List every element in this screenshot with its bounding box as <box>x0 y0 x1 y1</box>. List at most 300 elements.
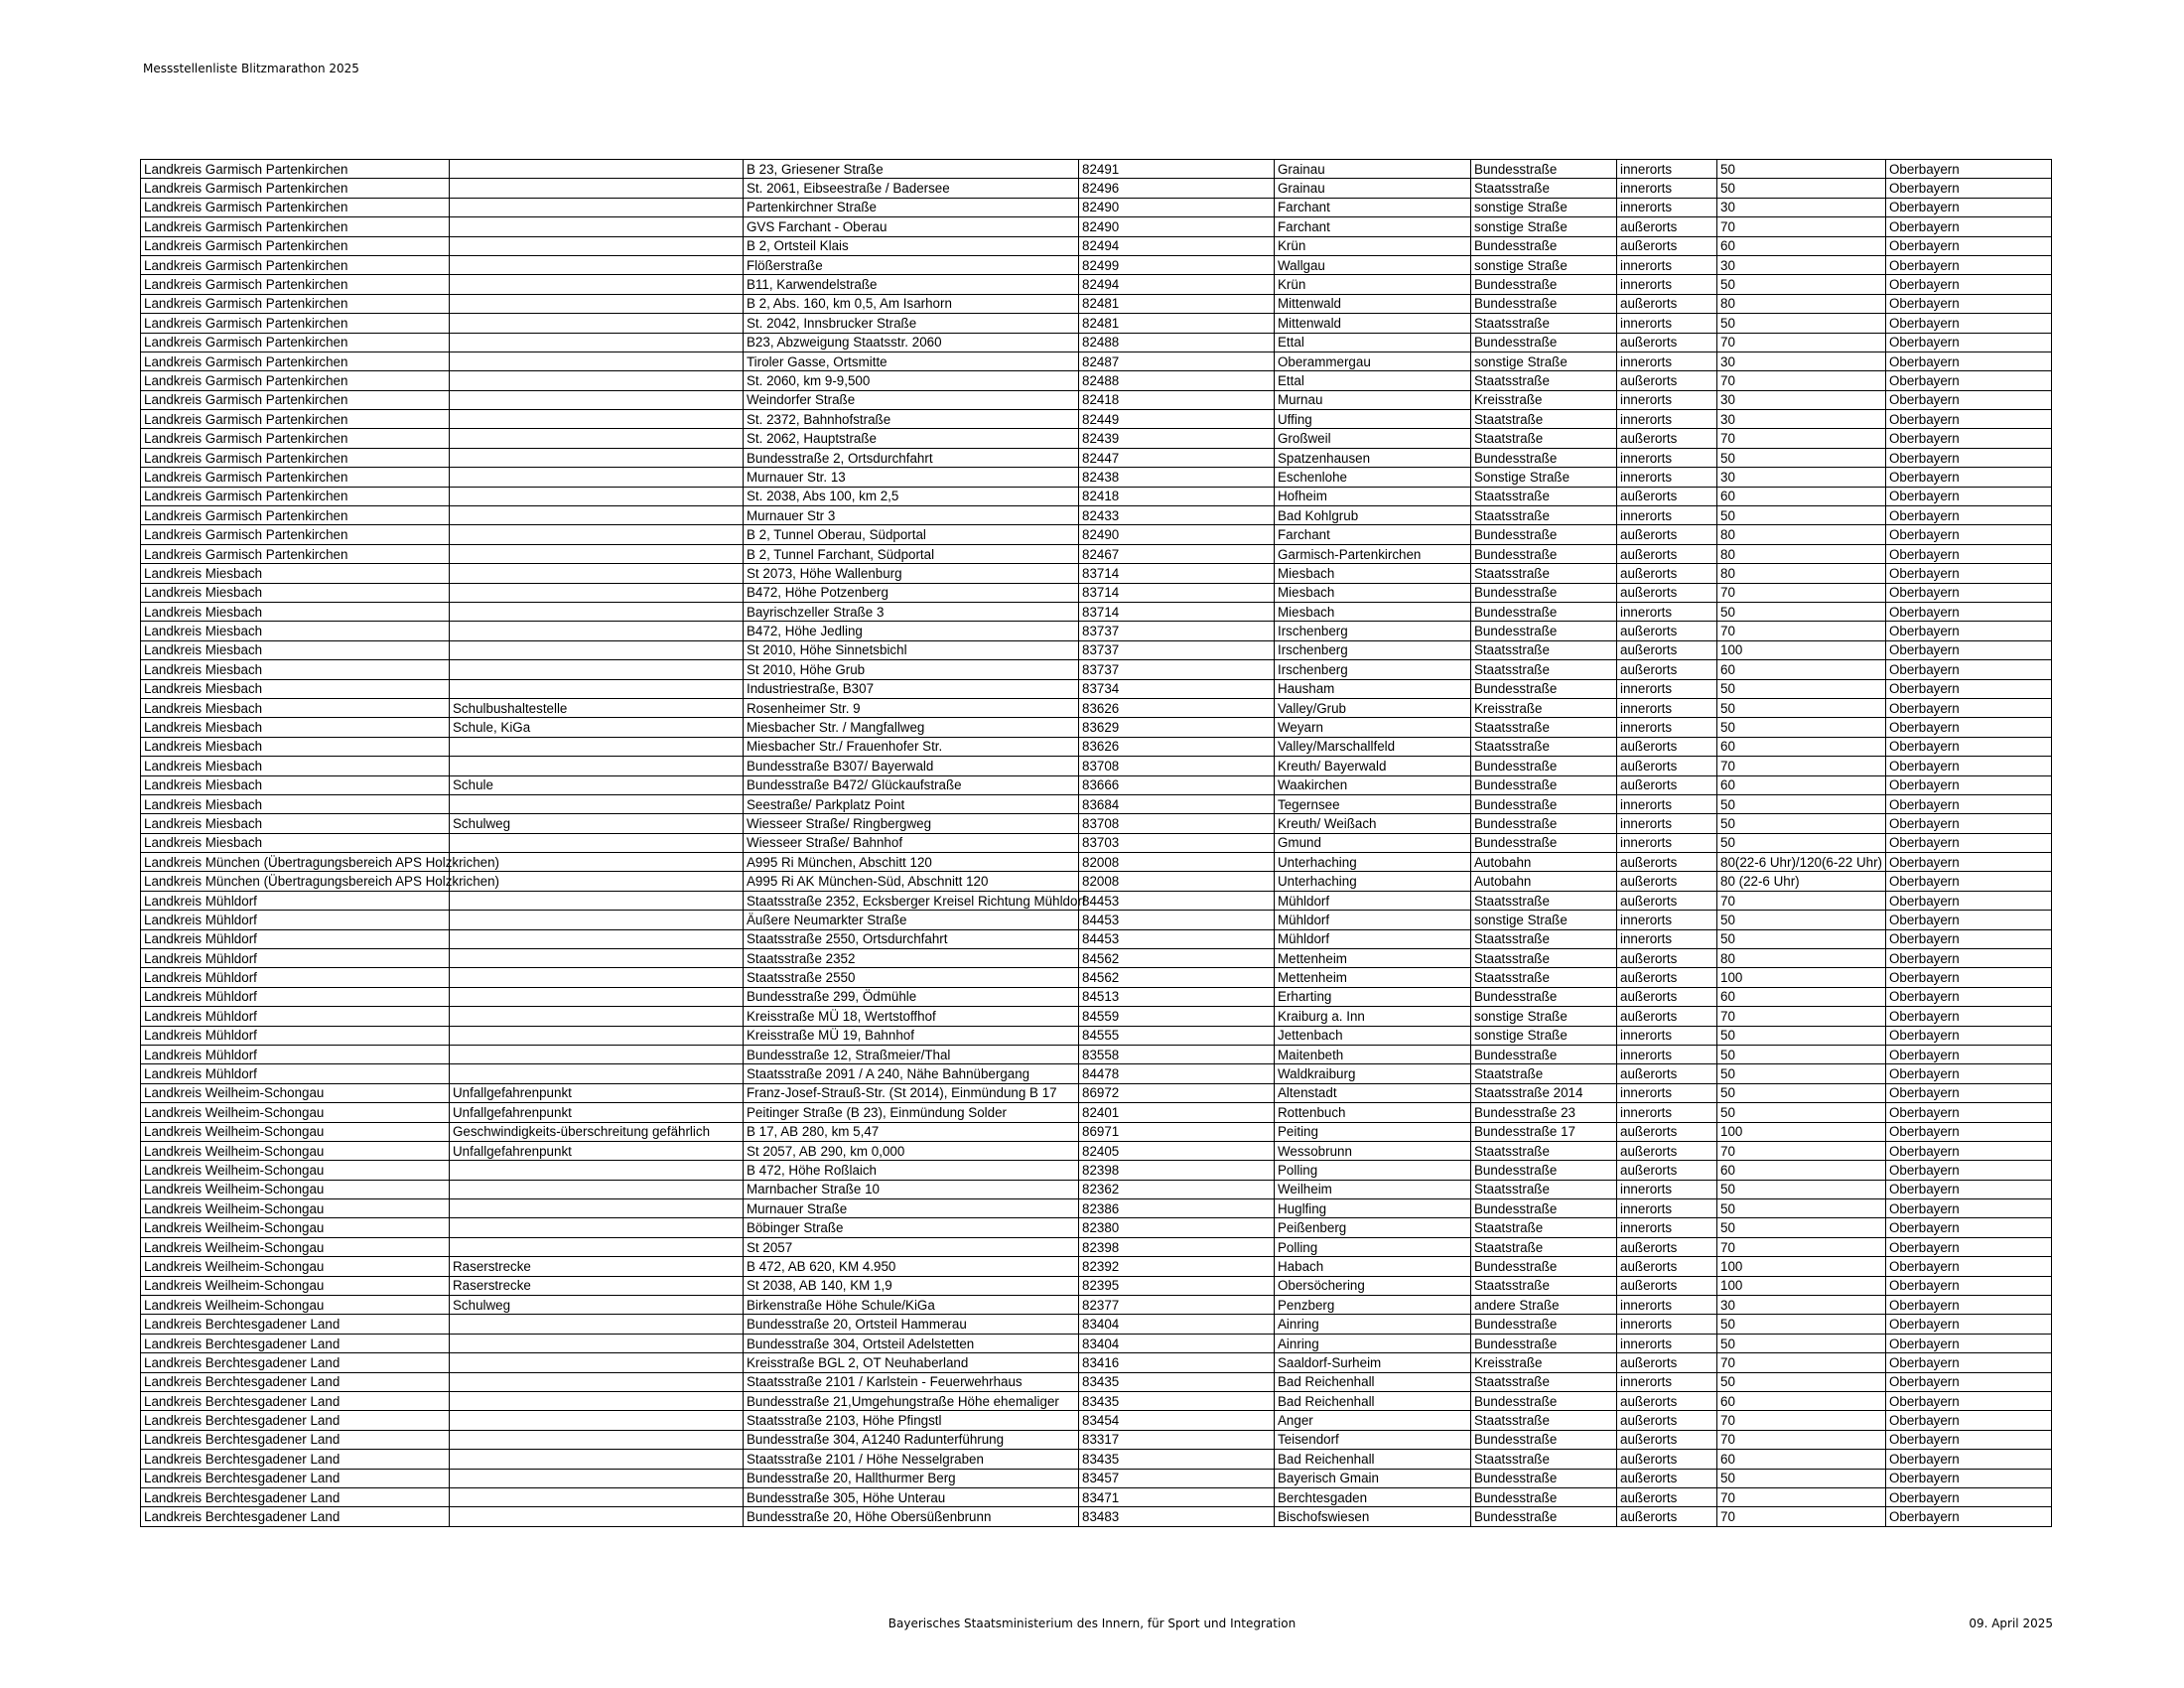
location-cell: St 2057 <box>744 1237 1079 1256</box>
table-row <box>141 1237 2052 1256</box>
note-cell: Unfallgefahrenpunkt <box>450 1103 744 1122</box>
note-cell <box>450 468 744 487</box>
road-type-cell: Staatsstraße 2014 <box>1471 1083 1617 1102</box>
note-cell <box>450 1507 744 1526</box>
region-cell: Oberbayern <box>1886 1257 2052 1276</box>
road-type-cell: sonstige Straße <box>1471 217 1617 236</box>
location-cell: Weindorfer Straße <box>744 390 1079 409</box>
speed-limit-cell: 50 <box>1717 1180 1886 1198</box>
district-cell: Landkreis Garmisch Partenkirchen <box>141 544 450 563</box>
region-cell: Oberbayern <box>1886 794 2052 813</box>
road-type-cell: Staatsstraße <box>1471 737 1617 756</box>
region-cell: Oberbayern <box>1886 468 2052 487</box>
town-cell: Uffing <box>1275 410 1471 429</box>
road-type-cell: Staatstraße <box>1471 410 1617 429</box>
speed-limit-cell: 50 <box>1717 506 1886 525</box>
postcode-cell: 82488 <box>1079 333 1275 352</box>
road-type-cell: Bundesstraße <box>1471 775 1617 794</box>
road-type-cell: Staatsstraße <box>1471 1411 1617 1430</box>
postcode-cell: 83708 <box>1079 757 1275 775</box>
note-cell <box>450 911 744 929</box>
location-cell: Seestraße/ Parkplatz Point <box>744 794 1079 813</box>
town-cell: Mühldorf <box>1275 911 1471 929</box>
district-cell: Landkreis Garmisch Partenkirchen <box>141 468 450 487</box>
town-cell: Farchant <box>1275 198 1471 216</box>
postcode-cell: 82496 <box>1079 179 1275 198</box>
district-cell: Landkreis Mühldorf <box>141 891 450 910</box>
speed-limit-cell: 50 <box>1717 275 1886 294</box>
town-cell: Murnau <box>1275 390 1471 409</box>
region-cell: Oberbayern <box>1886 564 2052 583</box>
area-cell: außerorts <box>1617 1161 1717 1180</box>
speed-limit-cell: 50 <box>1717 602 1886 621</box>
town-cell: Weilheim <box>1275 1180 1471 1198</box>
location-cell: Bundesstraße 21,Umgehungstraße Höhe ehemaliger <box>744 1392 1079 1411</box>
speed-limit-cell: 50 <box>1717 1199 1886 1218</box>
area-cell: innerorts <box>1617 352 1717 370</box>
district-cell: Landkreis Berchtesgadener Land <box>141 1372 450 1391</box>
area-cell: innerorts <box>1617 602 1717 621</box>
district-cell: Landkreis Miesbach <box>141 583 450 602</box>
district-cell: Landkreis Mühldorf <box>141 949 450 968</box>
district-cell: Landkreis Miesbach <box>141 833 450 852</box>
district-cell: Landkreis Garmisch Partenkirchen <box>141 333 450 352</box>
road-type-cell: Bundesstraße <box>1471 833 1617 852</box>
postcode-cell: 82418 <box>1079 487 1275 505</box>
road-type-cell: Staatsstraße <box>1471 1450 1617 1469</box>
region-cell: Oberbayern <box>1886 660 2052 679</box>
location-cell: Bundesstraße 12, Straßmeier/Thal <box>744 1045 1079 1063</box>
note-cell <box>450 352 744 370</box>
area-cell: innerorts <box>1617 1083 1717 1102</box>
road-type-cell: Staatsstraße <box>1471 968 1617 987</box>
note-cell <box>450 1450 744 1469</box>
speed-limit-cell: 60 <box>1717 660 1886 679</box>
area-cell: innerorts <box>1617 814 1717 833</box>
area-cell: innerorts <box>1617 410 1717 429</box>
region-cell: Oberbayern <box>1886 448 2052 467</box>
town-cell: Mittenwald <box>1275 294 1471 313</box>
district-cell: Landkreis Weilheim-Schongau <box>141 1103 450 1122</box>
note-cell: Geschwindigkeits-überschreitung gefährlich <box>450 1122 744 1141</box>
district-cell: Landkreis Weilheim-Schongau <box>141 1296 450 1315</box>
location-cell: St 2038, AB 140, KM 1,9 <box>744 1276 1079 1295</box>
table-row <box>141 1141 2052 1160</box>
region-cell: Oberbayern <box>1886 1296 2052 1315</box>
area-cell: außerorts <box>1617 1507 1717 1526</box>
speed-limit-cell: 70 <box>1717 1411 1886 1430</box>
region-cell: Oberbayern <box>1886 1372 2052 1391</box>
speed-limit-cell: 60 <box>1717 1392 1886 1411</box>
postcode-cell: 83684 <box>1079 794 1275 813</box>
area-cell: außerorts <box>1617 1257 1717 1276</box>
district-cell: Landkreis Berchtesgadener Land <box>141 1411 450 1430</box>
postcode-cell: 82487 <box>1079 352 1275 370</box>
speed-limit-cell: 30 <box>1717 352 1886 370</box>
road-type-cell: Bundesstraße <box>1471 525 1617 544</box>
speed-limit-cell: 80(22-6 Uhr)/120(6-22 Uhr) <box>1717 853 1886 872</box>
note-cell <box>450 1237 744 1256</box>
town-cell: Polling <box>1275 1161 1471 1180</box>
town-cell: Ettal <box>1275 371 1471 390</box>
road-type-cell: Autobahn <box>1471 853 1617 872</box>
location-cell: Miesbacher Str. / Mangfallweg <box>744 718 1079 737</box>
table-row <box>141 1487 2052 1506</box>
note-cell <box>450 1392 744 1411</box>
note-cell <box>450 1026 744 1045</box>
road-type-cell: Bundesstraße 23 <box>1471 1103 1617 1122</box>
district-cell: Landkreis Berchtesgadener Land <box>141 1487 450 1506</box>
town-cell: Spatzenhausen <box>1275 448 1471 467</box>
town-cell: Berchtesgaden <box>1275 1487 1471 1506</box>
town-cell: Farchant <box>1275 217 1471 236</box>
town-cell: Habach <box>1275 1257 1471 1276</box>
speed-limit-cell: 60 <box>1717 987 1886 1006</box>
location-cell: Bundesstraße B307/ Bayerwald <box>744 757 1079 775</box>
area-cell: innerorts <box>1617 390 1717 409</box>
town-cell: Miesbach <box>1275 583 1471 602</box>
table-body <box>141 160 2052 1527</box>
region-cell: Oberbayern <box>1886 1315 2052 1334</box>
town-cell: Anger <box>1275 1411 1471 1430</box>
note-cell <box>450 1469 744 1487</box>
road-type-cell: Kreisstraße <box>1471 1353 1617 1372</box>
road-type-cell: Bundesstraße <box>1471 1334 1617 1352</box>
region-cell: Oberbayern <box>1886 622 2052 640</box>
postcode-cell: 84513 <box>1079 987 1275 1006</box>
district-cell: Landkreis Garmisch Partenkirchen <box>141 525 450 544</box>
note-cell <box>450 255 744 274</box>
town-cell: Jettenbach <box>1275 1026 1471 1045</box>
note-cell <box>450 410 744 429</box>
town-cell: Garmisch-Partenkirchen <box>1275 544 1471 563</box>
area-cell: innerorts <box>1617 275 1717 294</box>
road-type-cell: Staatsstraße <box>1471 487 1617 505</box>
speed-limit-cell: 100 <box>1717 1257 1886 1276</box>
table-row <box>141 1450 2052 1469</box>
road-type-cell: Bundesstraße <box>1471 160 1617 179</box>
region-cell: Oberbayern <box>1886 1353 2052 1372</box>
town-cell: Teisendorf <box>1275 1430 1471 1449</box>
table-row <box>141 1199 2052 1218</box>
road-type-cell: Bundesstraße <box>1471 544 1617 563</box>
location-cell: Murnauer Straße <box>744 1199 1079 1218</box>
speed-limit-cell: 70 <box>1717 583 1886 602</box>
area-cell: außerorts <box>1617 1007 1717 1026</box>
town-cell: Polling <box>1275 1237 1471 1256</box>
table-row <box>141 1353 2052 1372</box>
district-cell: Landkreis Miesbach <box>141 737 450 756</box>
postcode-cell: 82494 <box>1079 275 1275 294</box>
postcode-cell: 82392 <box>1079 1257 1275 1276</box>
postcode-cell: 83416 <box>1079 1353 1275 1372</box>
district-cell: Landkreis Garmisch Partenkirchen <box>141 371 450 390</box>
measurement-table <box>140 159 2052 1527</box>
area-cell: innerorts <box>1617 1026 1717 1045</box>
area-cell: außerorts <box>1617 949 1717 968</box>
postcode-cell: 84555 <box>1079 1026 1275 1045</box>
postcode-cell: 82449 <box>1079 410 1275 429</box>
region-cell: Oberbayern <box>1886 1045 2052 1063</box>
area-cell: innerorts <box>1617 448 1717 467</box>
table-row <box>141 737 2052 756</box>
location-cell: Staatsstraße 2352, Ecksberger Kreisel Richtung Mühldorf <box>744 891 1079 910</box>
area-cell: außerorts <box>1617 1411 1717 1430</box>
district-cell: Landkreis Garmisch Partenkirchen <box>141 160 450 179</box>
table-row <box>141 622 2052 640</box>
road-type-cell: Bundesstraße <box>1471 1469 1617 1487</box>
district-cell: Landkreis Garmisch Partenkirchen <box>141 236 450 255</box>
note-cell <box>450 679 744 698</box>
road-type-cell: Staatsstraße <box>1471 949 1617 968</box>
road-type-cell: Staatsstraße <box>1471 179 1617 198</box>
location-cell: Staatsstraße 2550, Ortsdurchfahrt <box>744 929 1079 948</box>
table-row <box>141 390 2052 409</box>
note-cell: Schule, KiGa <box>450 718 744 737</box>
area-cell: innerorts <box>1617 1103 1717 1122</box>
location-cell: Bundesstraße 304, A1240 Radunterführung <box>744 1430 1079 1449</box>
district-cell: Landkreis Berchtesgadener Land <box>141 1334 450 1352</box>
speed-limit-cell: 70 <box>1717 1487 1886 1506</box>
table-row <box>141 1083 2052 1102</box>
speed-limit-cell: 60 <box>1717 775 1886 794</box>
speed-limit-cell: 80 <box>1717 525 1886 544</box>
postcode-cell: 83404 <box>1079 1315 1275 1334</box>
postcode-cell: 82439 <box>1079 429 1275 448</box>
town-cell: Wessobrunn <box>1275 1141 1471 1160</box>
area-cell: außerorts <box>1617 853 1717 872</box>
location-cell: B472, Höhe Jedling <box>744 622 1079 640</box>
road-type-cell: Bundesstraße <box>1471 448 1617 467</box>
district-cell: Landkreis Berchtesgadener Land <box>141 1450 450 1469</box>
region-cell: Oberbayern <box>1886 333 2052 352</box>
district-cell: Landkreis Garmisch Partenkirchen <box>141 314 450 333</box>
postcode-cell: 83483 <box>1079 1507 1275 1526</box>
region-cell: Oberbayern <box>1886 833 2052 852</box>
road-type-cell: Bundesstraße <box>1471 1487 1617 1506</box>
town-cell: Hausham <box>1275 679 1471 698</box>
note-cell <box>450 1180 744 1198</box>
area-cell: außerorts <box>1617 1392 1717 1411</box>
note-cell <box>450 487 744 505</box>
region-cell: Oberbayern <box>1886 352 2052 370</box>
footer-date: 09. April 2025 <box>1969 1617 2053 1630</box>
road-type-cell: Bundesstraße <box>1471 1045 1617 1063</box>
area-cell: innerorts <box>1617 679 1717 698</box>
table-row <box>141 1507 2052 1526</box>
postcode-cell: 82398 <box>1079 1237 1275 1256</box>
district-cell: Landkreis Berchtesgadener Land <box>141 1507 450 1526</box>
table-row <box>141 949 2052 968</box>
town-cell: Waldkraiburg <box>1275 1064 1471 1083</box>
note-cell <box>450 160 744 179</box>
road-type-cell: Staatsstraße <box>1471 314 1617 333</box>
region-cell: Oberbayern <box>1886 1026 2052 1045</box>
table-row <box>141 1257 2052 1276</box>
district-cell: Landkreis Weilheim-Schongau <box>141 1237 450 1256</box>
district-cell: Landkreis Weilheim-Schongau <box>141 1218 450 1237</box>
speed-limit-cell: 50 <box>1717 1103 1886 1122</box>
note-cell <box>450 1372 744 1391</box>
area-cell: innerorts <box>1617 1199 1717 1218</box>
location-cell: Staatsstraße 2550 <box>744 968 1079 987</box>
area-cell: außerorts <box>1617 544 1717 563</box>
area-cell: innerorts <box>1617 718 1717 737</box>
area-cell: außerorts <box>1617 583 1717 602</box>
area-cell: außerorts <box>1617 891 1717 910</box>
region-cell: Oberbayern <box>1886 949 2052 968</box>
location-cell: B 23, Griesener Straße <box>744 160 1079 179</box>
town-cell: Mittenwald <box>1275 314 1471 333</box>
region-cell: Oberbayern <box>1886 1007 2052 1026</box>
region-cell: Oberbayern <box>1886 1141 2052 1160</box>
road-type-cell: Staatsstraße <box>1471 371 1617 390</box>
district-cell: Landkreis Miesbach <box>141 622 450 640</box>
postcode-cell: 82418 <box>1079 390 1275 409</box>
speed-limit-cell: 50 <box>1717 911 1886 929</box>
area-cell: innerorts <box>1617 468 1717 487</box>
region-cell: Oberbayern <box>1886 718 2052 737</box>
postcode-cell: 82405 <box>1079 1141 1275 1160</box>
speed-limit-cell: 30 <box>1717 390 1886 409</box>
region-cell: Oberbayern <box>1886 236 2052 255</box>
road-type-cell: Staatstraße <box>1471 429 1617 448</box>
road-type-cell: Staatsstraße <box>1471 506 1617 525</box>
postcode-cell: 82380 <box>1079 1218 1275 1237</box>
region-cell: Oberbayern <box>1886 525 2052 544</box>
town-cell: Altenstadt <box>1275 1083 1471 1102</box>
road-type-cell: Kreisstraße <box>1471 390 1617 409</box>
speed-limit-cell: 50 <box>1717 929 1886 948</box>
table-row <box>141 236 2052 255</box>
region-cell: Oberbayern <box>1886 1237 2052 1256</box>
region-cell: Oberbayern <box>1886 602 2052 621</box>
region-cell: Oberbayern <box>1886 968 2052 987</box>
road-type-cell: Bundesstraße <box>1471 1161 1617 1180</box>
town-cell: Wallgau <box>1275 255 1471 274</box>
note-cell <box>450 640 744 659</box>
district-cell: Landkreis Mühldorf <box>141 968 450 987</box>
speed-limit-cell: 50 <box>1717 718 1886 737</box>
table-row <box>141 640 2052 659</box>
postcode-cell: 83737 <box>1079 640 1275 659</box>
table-row <box>141 1469 2052 1487</box>
town-cell: Großweil <box>1275 429 1471 448</box>
district-cell: Landkreis Mühldorf <box>141 1045 450 1063</box>
region-cell: Oberbayern <box>1886 1218 2052 1237</box>
speed-limit-cell: 70 <box>1717 1507 1886 1526</box>
region-cell: Oberbayern <box>1886 390 2052 409</box>
location-cell: Staatsstraße 2101 / Höhe Nesselgraben <box>744 1450 1079 1469</box>
district-cell: Landkreis Mühldorf <box>141 1026 450 1045</box>
note-cell <box>450 506 744 525</box>
location-cell: B 2, Abs. 160, km 0,5, Am Isarhorn <box>744 294 1079 313</box>
town-cell: Bad Reichenhall <box>1275 1372 1471 1391</box>
speed-limit-cell: 60 <box>1717 487 1886 505</box>
area-cell: außerorts <box>1617 872 1717 891</box>
postcode-cell: 82447 <box>1079 448 1275 467</box>
district-cell: Landkreis Garmisch Partenkirchen <box>141 198 450 216</box>
location-cell: Bundesstraße B472/ Glückaufstraße <box>744 775 1079 794</box>
town-cell: Krün <box>1275 275 1471 294</box>
road-type-cell: Staatstraße <box>1471 1064 1617 1083</box>
town-cell: Mühldorf <box>1275 891 1471 910</box>
area-cell: außerorts <box>1617 294 1717 313</box>
town-cell: Farchant <box>1275 525 1471 544</box>
note-cell <box>450 737 744 756</box>
location-cell: Bundesstraße 20, Hallthurmer Berg <box>744 1469 1079 1487</box>
location-cell: Kreisstraße MÜ 18, Wertstoffhof <box>744 1007 1079 1026</box>
town-cell: Bayerisch Gmain <box>1275 1469 1471 1487</box>
area-cell: innerorts <box>1617 929 1717 948</box>
location-cell: B 2, Tunnel Oberau, Südportal <box>744 525 1079 544</box>
location-cell: St. 2042, Innsbrucker Straße <box>744 314 1079 333</box>
note-cell <box>450 564 744 583</box>
speed-limit-cell: 60 <box>1717 1450 1886 1469</box>
town-cell: Ainring <box>1275 1334 1471 1352</box>
district-cell: Landkreis Miesbach <box>141 698 450 717</box>
postcode-cell: 82438 <box>1079 468 1275 487</box>
location-cell: Flößerstraße <box>744 255 1079 274</box>
location-cell: A995 Ri München, Abschitt 120 <box>744 853 1079 872</box>
district-cell: Landkreis Mühldorf <box>141 929 450 948</box>
district-cell: Landkreis Berchtesgadener Land <box>141 1430 450 1449</box>
region-cell: Oberbayern <box>1886 891 2052 910</box>
speed-limit-cell: 50 <box>1717 1045 1886 1063</box>
road-type-cell: sonstige Straße <box>1471 1007 1617 1026</box>
region-cell: Oberbayern <box>1886 294 2052 313</box>
area-cell: außerorts <box>1617 622 1717 640</box>
road-type-cell: Bundesstraße <box>1471 602 1617 621</box>
postcode-cell: 82490 <box>1079 198 1275 216</box>
table-row <box>141 448 2052 467</box>
area-cell: innerorts <box>1617 698 1717 717</box>
speed-limit-cell: 50 <box>1717 1334 1886 1352</box>
table-row <box>141 198 2052 216</box>
road-type-cell: Bundesstraße <box>1471 987 1617 1006</box>
district-cell: Landkreis München (Übertragungsbereich APS Holzkrichen) <box>141 872 450 891</box>
road-type-cell: Bundesstraße 17 <box>1471 1122 1617 1141</box>
town-cell: Bad Reichenhall <box>1275 1392 1471 1411</box>
speed-limit-cell: 50 <box>1717 448 1886 467</box>
road-type-cell: Staatsstraße <box>1471 564 1617 583</box>
speed-limit-cell: 30 <box>1717 468 1886 487</box>
district-cell: Landkreis Garmisch Partenkirchen <box>141 255 450 274</box>
area-cell: außerorts <box>1617 525 1717 544</box>
table-row <box>141 1372 2052 1391</box>
district-cell: Landkreis Miesbach <box>141 718 450 737</box>
speed-limit-cell: 70 <box>1717 891 1886 910</box>
road-type-cell: Bundesstraße <box>1471 757 1617 775</box>
note-cell <box>450 314 744 333</box>
postcode-cell: 82490 <box>1079 217 1275 236</box>
postcode-cell: 83317 <box>1079 1430 1275 1449</box>
speed-limit-cell: 60 <box>1717 236 1886 255</box>
district-cell: Landkreis Berchtesgadener Land <box>141 1315 450 1334</box>
location-cell: GVS Farchant - Oberau <box>744 217 1079 236</box>
table-row <box>141 794 2052 813</box>
area-cell: innerorts <box>1617 506 1717 525</box>
region-cell: Oberbayern <box>1886 640 2052 659</box>
town-cell: Weyarn <box>1275 718 1471 737</box>
district-cell: Landkreis Garmisch Partenkirchen <box>141 275 450 294</box>
region-cell: Oberbayern <box>1886 929 2052 948</box>
district-cell: Landkreis Garmisch Partenkirchen <box>141 506 450 525</box>
area-cell: außerorts <box>1617 1276 1717 1295</box>
table-row <box>141 1276 2052 1295</box>
postcode-cell: 83714 <box>1079 564 1275 583</box>
speed-limit-cell: 70 <box>1717 217 1886 236</box>
